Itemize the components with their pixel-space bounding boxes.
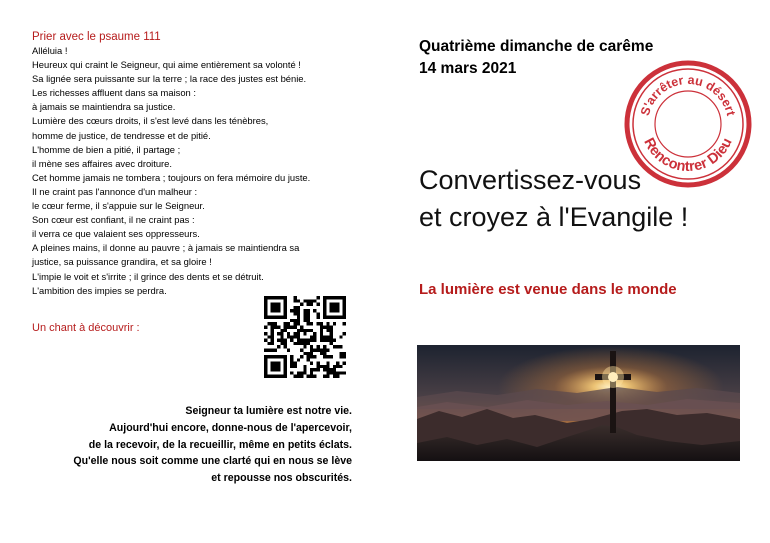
prayer-line: et repousse nos obscurités. [211,472,352,485]
psalm-line: Cet homme jamais ne tombera ; toujours on fera mémoire du juste. [32,171,311,183]
date-block [419,36,653,80]
psalm-line: Les richesses affluent dans sa maison : [32,87,196,99]
psalm-line: L'homme de bien a pitié, il partage ; [32,143,181,155]
stamp-bottom-text: Rencontrer Dieu [640,135,736,176]
psalm-line: L'ambition des impies se perdra. [32,284,167,296]
psalm-title: Prier avec le psaume 111 [32,31,161,43]
psalm-line: Heureux qui craint le Seigneur, qui aime entièrement sa volonté ! [32,59,301,71]
psalm-line: L'impie le voit et s'irrite ; il grince des dents et se détruit. [32,270,264,282]
psalm-line: Son cœur est confiant, il ne craint pas : [32,214,195,226]
psalm-line: il mène ses affaires avec droiture. [32,157,172,169]
occasion-title: Quatrième dimanche de carême [419,38,654,55]
psalm-line: A pleines mains, il donne au pauvre ; à jamais se maintiendra sa [32,242,300,254]
prayer-line: Aujourd'hui encore, donne-nous de l'apercevoir, [109,421,352,434]
prayer-line: Seigneur ta lumière est notre vie. [185,405,352,417]
prayer-line: Qu'elle nous soit comme une clarté qui en nous se lève [73,455,352,468]
svg-text:S'arrêter au désert [638,73,738,118]
psalm-line: justice, sa puissance grandira, et sa gloire ! [32,256,212,268]
headline-line-1: Convertissez-vous [419,165,642,195]
psalm-line: Alléluia ! [32,45,68,56]
chant-prayer [40,403,352,487]
stamp-top-text: S'arrêter au désert [637,72,738,118]
psalm-text [32,44,382,298]
subtitle: La lumière est venue dans le monde [419,281,677,298]
date-text: 14 mars 2021 [419,60,517,77]
psalm-line: Il ne craint pas l'annonce d'un malheur : [32,185,198,197]
psalm-line: il verra ce que valaient ses oppresseurs. [32,228,200,240]
psalm-line: homme de justice, de tendresse et de pitié. [32,129,211,141]
psalm-line: à jamais se maintiendra sa justice. [32,101,176,113]
cross-sunset-photo [417,345,740,461]
headline-line-2: et croyez à l'Evangile ! [419,202,689,232]
chant-label: Un chant à découvrir : [32,322,140,334]
psalm-line: Lumière des cœurs droits, il s'est levé dans les ténèbres, [32,115,269,127]
psalm-section [32,31,382,298]
prayer-line: de la recevoir, de la recueillir, même en petits éclats. [88,438,352,451]
psalm-line: Sa lignée sera puissante sur la terre ; la race des justes est bénie. [32,73,307,85]
psalm-line: le cœur ferme, il s'appuie sur le Seigneur. [32,200,205,212]
qr-code-icon[interactable] [264,296,346,378]
headline [419,162,688,236]
